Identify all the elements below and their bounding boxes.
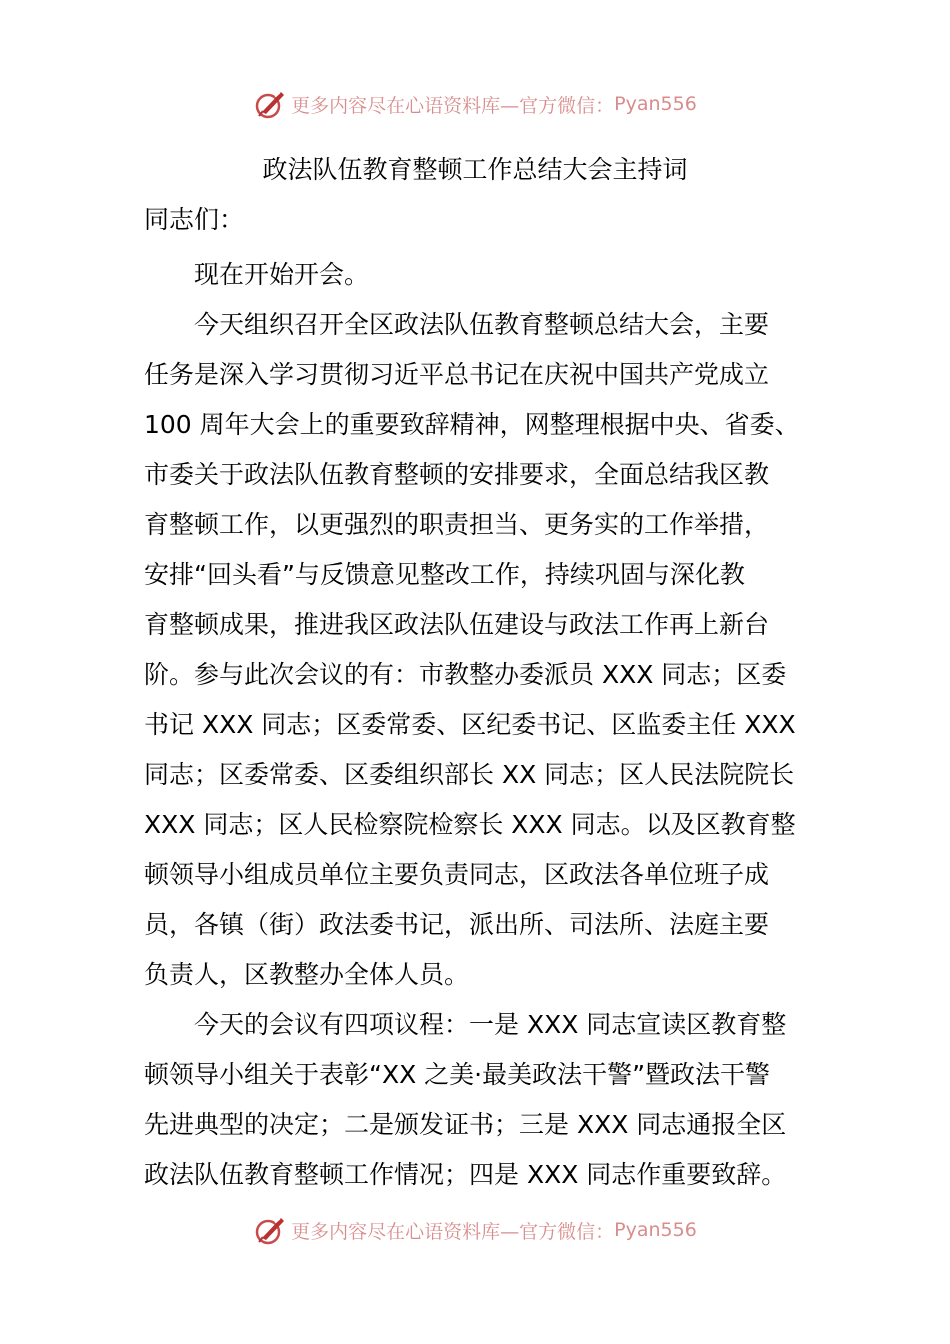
watermark-wechat-id: Pyan556 bbox=[614, 93, 697, 115]
paragraph-line: 市委关于政法队伍教育整顿的安排要求，全面总结我区教 bbox=[144, 460, 770, 489]
salutation: 同志们： bbox=[144, 205, 245, 234]
paragraph-line: 顿领导小组成员单位主要负责同志，区政法各单位班子成 bbox=[144, 860, 770, 889]
paragraph-line: 今天组织召开全区政法队伍教育整顿总结大会，主要 bbox=[194, 310, 770, 339]
paragraph-line: 任务是深入学习贯彻习近平总书记在庆祝中国共产党成立 bbox=[144, 360, 770, 389]
paragraph-line: 政法队伍教育整顿工作情况；四是 XXX 同志作重要致辞。 bbox=[144, 1160, 787, 1189]
paragraph-line: 安排“回头看”与反馈意见整改工作，持续巩固与深化教 bbox=[144, 560, 745, 589]
watermark-text: 更多内容尽在心语资料库—官方微信： bbox=[291, 1220, 615, 1243]
paragraph-line: XXX 同志；区人民检察院检察长 XXX 同志。以及区教育整 bbox=[144, 810, 796, 839]
paragraph-line: 育整顿工作，以更强烈的职责担当、更务实的工作举措， bbox=[144, 510, 770, 539]
paragraph-line: 先进典型的决定；二是颁发证书；三是 XXX 同志通报全区 bbox=[144, 1110, 787, 1139]
paragraph-line: 阶。参与此次会议的有：市教整办委派员 XXX 同志；区委 bbox=[144, 660, 787, 689]
document-title: 政法队伍教育整顿工作总结大会主持词 bbox=[262, 155, 688, 184]
quill-logo-icon bbox=[253, 1213, 287, 1247]
paragraph-line: 负责人，区教整办全体人员。 bbox=[144, 960, 470, 989]
paragraph-line: 育整顿成果，推进我区政法队伍建设与政法工作再上新台 bbox=[144, 610, 770, 639]
footer-watermark bbox=[0, 1210, 950, 1250]
document-body bbox=[144, 250, 844, 1200]
watermark-text: 更多内容尽在心语资料库—官方微信： bbox=[291, 94, 615, 117]
paragraph bbox=[144, 1000, 844, 1200]
watermark-wechat-id: Pyan556 bbox=[614, 1219, 697, 1241]
paragraph-line: 现在开始开会。 bbox=[194, 260, 370, 289]
paragraph-line: 100 周年大会上的重要致辞精神，网整理根据中央、省委、 bbox=[144, 410, 800, 439]
quill-logo-icon bbox=[253, 87, 287, 121]
paragraph bbox=[144, 300, 844, 1000]
paragraph-line: 今天的会议有四项议程：一是 XXX 同志宣读区教育整 bbox=[194, 1010, 787, 1039]
paragraph bbox=[144, 250, 844, 300]
paragraph-line: 员，各镇（街）政法委书记，派出所、司法所、法庭主要 bbox=[144, 910, 770, 939]
paragraph-line: 顿领导小组关于表彰“XX 之美·最美政法干警”暨政法干警 bbox=[144, 1060, 771, 1089]
header-watermark bbox=[0, 84, 950, 124]
paragraph-line: 同志；区委常委、区委组织部长 XX 同志；区人民法院院长 bbox=[144, 760, 795, 789]
paragraph-line: 书记 XXX 同志；区委常委、区纪委书记、区监委主任 XXX bbox=[144, 710, 796, 739]
